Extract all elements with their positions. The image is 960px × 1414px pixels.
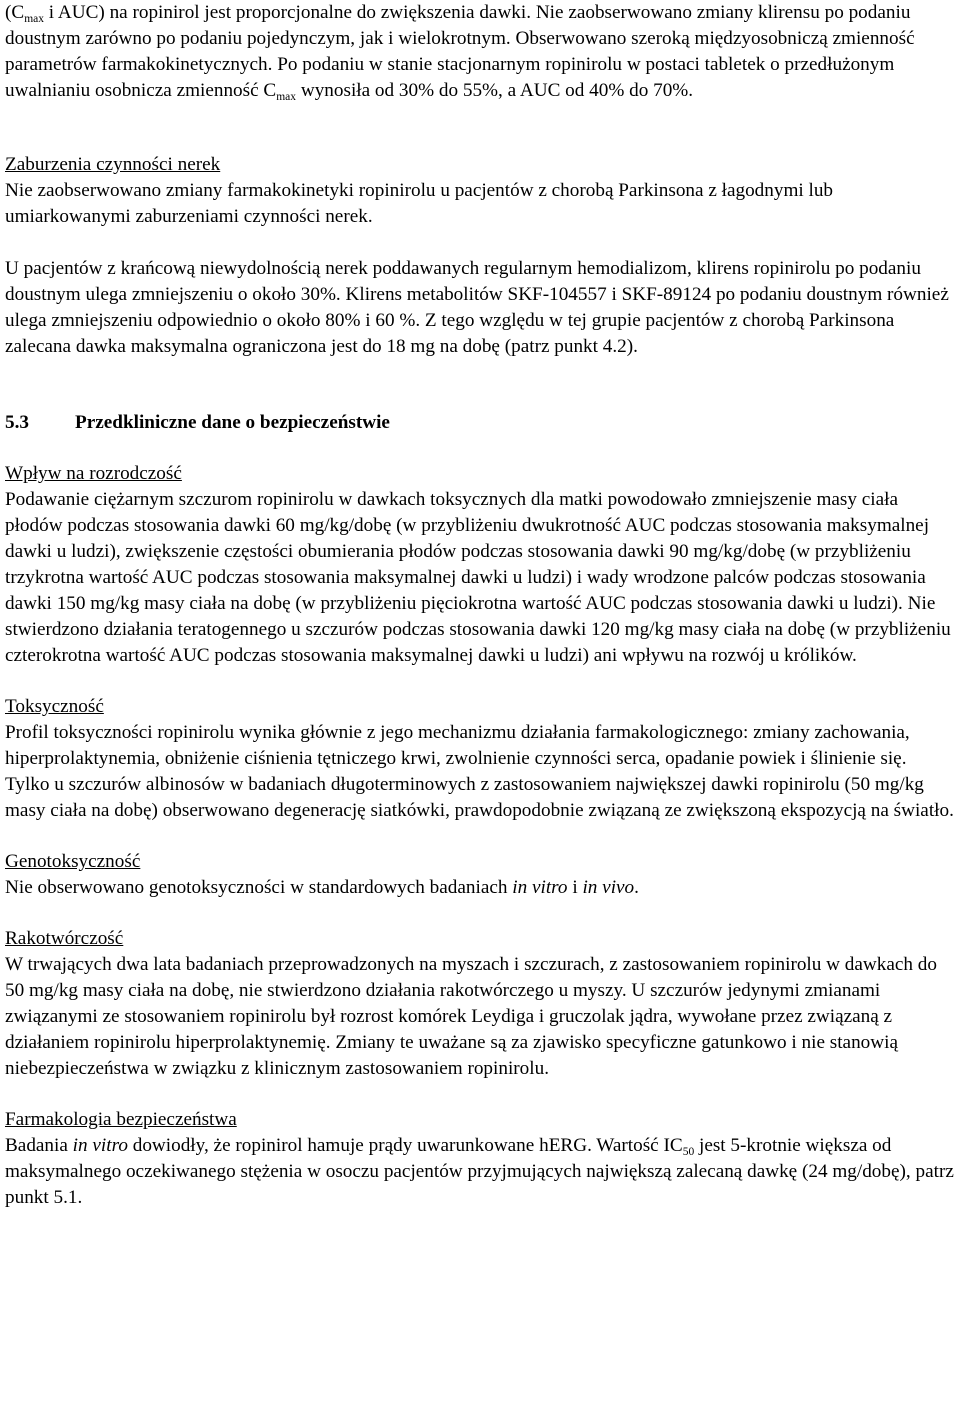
safety-text-c: jest 5-krotnie większa od maksymalnego oczekiwanego stężenia w osoczu pacjentów przyjmujących największą zalecaną dawkę (24 mg/dobę), patrz punkt 5.1. — [5, 1135, 954, 1208]
toxicity-paragraph: Profil toksyczności ropinirolu wynika głównie z jego mechanizmu działania farmakologicznego: zmiany zachowania, hiperprolaktynemia, obniżenie ciśnienia tętniczego krwi, zwolnienie czynności serca, opadanie powiek i ślinienie się. Tylko u szczurów albinosów w badaniach długoterminowych z zastosowaniem największej dawki ropinirolu (50 mg/kg masy ciała na dobę) obserwowano degenerację siatkówki, prawdopodobnie związaną ze zwiększoną ekspozycją na światło. — [5, 722, 954, 821]
section-number: 5.3 — [5, 412, 29, 433]
genotox-paragraph — [5, 875, 955, 901]
safety-pharm-heading: Farmakologia bezpieczeństwa — [5, 1109, 237, 1130]
renal-heading: Zaburzenia czynności nerek — [5, 154, 221, 175]
reproduction-heading: Wpływ na rozrodczość — [5, 463, 182, 484]
carcino-paragraph: W trwających dwa lata badaniach przeprowadzonych na myszach i szczurach, z zastosowaniem ropinirolu w dawkach do 50 mg/kg masy ciała na dobę, nie stwierdzono działania rakotwórczego u myszy. U szczurów jedynymi zmianami związanymi ze stosowaniem ropinirolu był rozrost komórek Leydiga i gruczolak jądra, wywołane przez związaną z działaniem ropinirolu hiperprolaktynemię. Zmiany te uważane są za zjawisko specyficzne gatunkowo i nie stanowią niebezpieczeństwa w związku z klinicznym zastosowaniem ropinirolu. — [5, 954, 937, 1079]
document-page — [5, 0, 955, 1211]
carcino-heading: Rakotwórczość — [5, 928, 124, 949]
renal-paragraph-2: U pacjentów z krańcową niewydolnością nerek poddawanych regularnym hemodializom, klirens ropinirolu po podaniu doustnym ulega zmniejszeniu o około 30%. Klirens metabolitów SKF-104557 i SKF-89124 po podaniu doustnym również ulega zmniejszeniu odpowiednio o około 80% i 60 %. Z tego względu w tej grupie pacjentów z chorobą Parkinsona zalecana dawka maksymalna ograniczona jest do 18 mg na dobę (patrz punkt 4.2). — [5, 258, 949, 357]
ic50-subscript: 50 — [682, 1146, 695, 1158]
safety-text-b: dowiodły, że ropinirol hamuje prądy uwarunkowane hERG. Wartość IC — [127, 1135, 683, 1156]
genotox-heading: Genotoksyczność — [5, 851, 141, 872]
genotox-in-vitro: in vitro — [512, 877, 568, 898]
genotox-text-b: i — [567, 877, 583, 898]
genotox-text-c: . — [634, 877, 639, 898]
renal-paragraph-1: Nie zaobserwowano zmiany farmakokinetyki ropinirolu u pacjentów z chorobą Parkinsona z łagodnymi lub umiarkowanymi zaburzeniami czynności nerek. — [5, 180, 834, 227]
section-heading — [5, 410, 955, 436]
reproduction-paragraph: Podawanie ciężarnym szczurom ropinirolu w dawkach toksycznych dla matki powodowało zmniejszenie masy ciała płodów podczas stosowania dawki 60 mg/kg/dobę (w przybliżeniu dwukrotność AUC podczas stosowania maksymalnej dawki u ludzi), zwiększenie częstości obumierania płodów podczas stosowania dawki 90 mg/kg/dobę (w przybliżeniu trzykrotna wartość AUC podczas stosowania maksymalnej dawki u ludzi) i wady wrodzone palców podczas stosowania dawki 150 mg/kg masy ciała na dobę (w przybliżeniu pięciokrotna wartość AUC podczas stosowania dawki u ludzi). Nie stwierdzono działania teratogennego u szczurów podczas stosowania dawki 120 mg/kg masy ciała na dobę (w przybliżeniu czterokrotna wartość AUC podczas stosowania maksymalnej dawki u ludzi) ani wpływu na rozwój u królików. — [5, 489, 951, 666]
genotox-in-vivo: in vivo — [582, 877, 635, 898]
intro-open: (C — [5, 2, 25, 23]
intro-body: i AUC) na ropinirol jest proporcjonalne do zwiększenia dawki. Nie zaobserwowano zmiany klirensu po podaniu doustnym zarówno po podaniu pojedynczym, jak i wielokrotnym. Obserwowano szeroką międzyosobniczą zmienność parametrów farmakokinetycznych. Po podaniu w stanie stacjonarnym ropinirolu w postaci tabletek o przedłużonym uwalnianiu osobnicza zmienność C — [5, 2, 915, 101]
genotox-text-a: Nie obserwowano genotoksyczności w standardowych badaniach — [5, 877, 513, 898]
safety-pharm-paragraph — [5, 1133, 955, 1211]
cmax-subscript: max — [24, 13, 44, 25]
intro-tail: wynosiła od 30% do 55%, a AUC od 40% do 70%. — [296, 80, 694, 101]
safety-in-vitro: in vitro — [72, 1135, 128, 1156]
cmax-subscript-2: max — [276, 91, 297, 103]
toxicity-heading: Toksyczność — [5, 696, 104, 717]
section-title: Przedkliniczne dane o bezpieczeństwie — [75, 412, 390, 433]
safety-text-a: Badania — [5, 1135, 73, 1156]
intro-paragraph — [5, 0, 955, 104]
